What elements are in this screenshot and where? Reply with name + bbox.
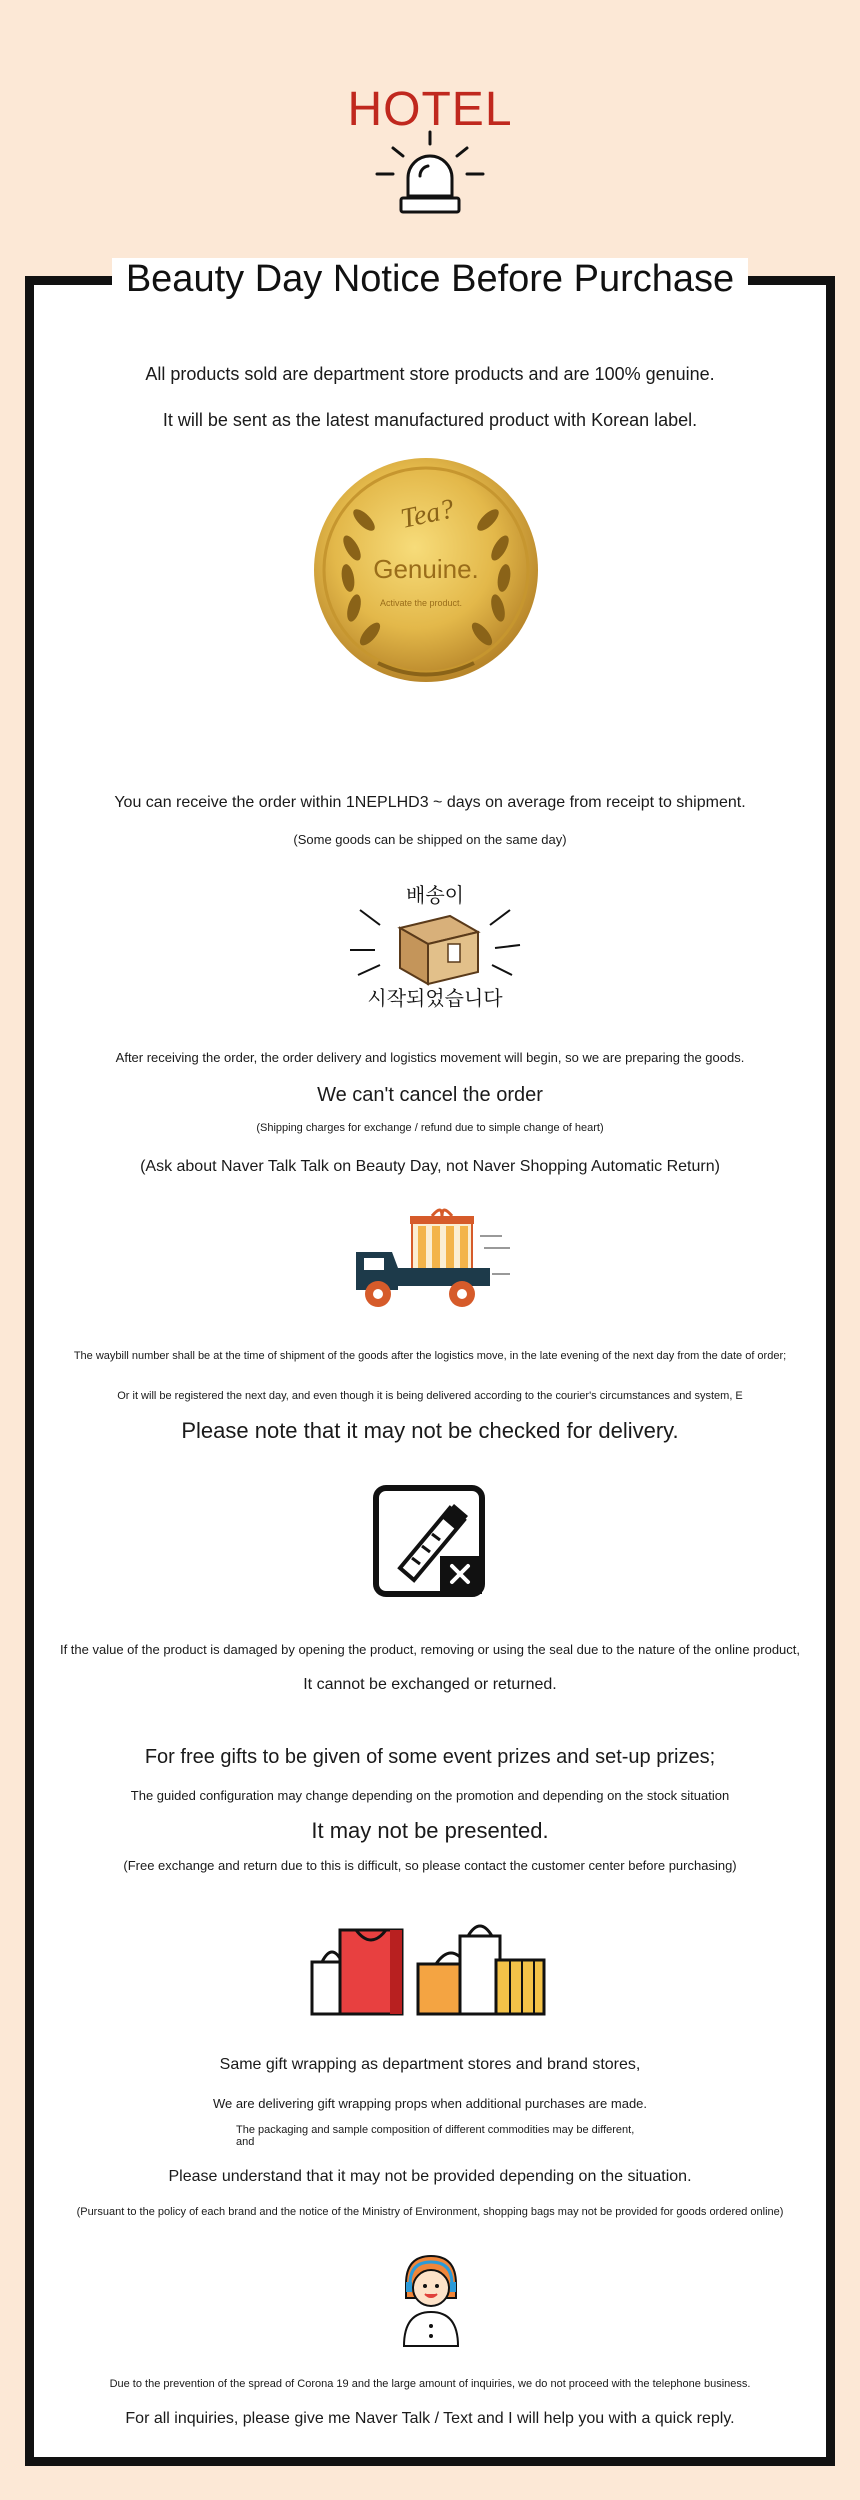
- cancel-line-4: (Ask about Naver Talk Talk on Beauty Day, not Naver Shopping Automatic Return): [140, 1158, 720, 1175]
- wrapping-line-3a: The packaging and sample composition of different commodities may be different,: [236, 2124, 635, 2136]
- wrapping-line-3: [236, 2124, 736, 2148]
- cancel-line-1: After receiving the order, the order delivery and logistics movement will begin, so we are preparing the goods.: [115, 1050, 745, 1065]
- gifts-line-2: The guided configuration may change depending on the promotion and depending on the stock situation: [130, 1788, 730, 1803]
- siren-icon: [365, 130, 495, 220]
- damage-line-2: It cannot be exchanged or returned.: [303, 1676, 557, 1693]
- wrapping-line-4: Please understand that it may not be provided depending on the situation.: [168, 2168, 692, 2185]
- support-line-2: For all inquiries, please give me Naver Talk / Text and I will help you with a quick reply.: [125, 2410, 735, 2427]
- support-line-1: Due to the prevention of the spread of Corona 19 and the large amount of inquiries, we do not proceed with the telephone business.: [109, 2378, 751, 2390]
- genuine-line-1: All products sold are department store products and are 100% genuine.: [145, 364, 715, 384]
- gifts-line-4: (Free exchange and return due to this is difficult, so please contact the customer center before purchasing): [123, 1858, 737, 1873]
- wrapping-line-1: Same gift wrapping as department stores and brand stores,: [219, 2056, 641, 2073]
- wrapping-line-3b: and: [236, 2136, 255, 2148]
- no-cutting-icon: [372, 1484, 486, 1598]
- badge-word: Genuine.: [373, 554, 479, 584]
- customer-service-agent-icon: [396, 2250, 466, 2350]
- shopping-bags-icon: [310, 1920, 550, 2020]
- waybill-line-2: Or it will be registered the next day, and even though it is being delivered according to the courier's circumstances and system, E: [117, 1390, 743, 1402]
- waybill-line-1: The waybill number shall be at the time of shipment of the goods after the logistics move, in the late evening of the next day from the date of order;: [73, 1350, 787, 1362]
- box-text-bottom: 시작되었습니다: [367, 986, 503, 1010]
- shipping-line-1: You can receive the order within 1NEPLHD3 ~ days on average from receipt to shipment.: [114, 794, 746, 811]
- genuine-line-2: It will be sent as the latest manufactured product with Korean label.: [162, 410, 698, 430]
- wrapping-line-5: (Pursuant to the policy of each brand and the notice of the Ministry of Environment, shopping bags may not be provided for goods ordered online): [76, 2206, 784, 2218]
- cancel-line-3: (Shipping charges for exchange / refund due to simple change of heart): [256, 1122, 604, 1134]
- brand-logo-text: HOTEL: [347, 83, 513, 136]
- damage-line-1: If the value of the product is damaged by opening the product, removing or using the seal due to the nature of the online product,: [59, 1642, 801, 1657]
- gifts-line-1: For free gifts to be given of some event prizes and set-up prizes;: [144, 1746, 716, 1768]
- package-box-icon: [340, 880, 530, 1010]
- shipping-line-2: (Some goods can be shipped on the same day): [293, 832, 567, 847]
- badge-question: Tea?: [398, 493, 457, 535]
- page-title: Beauty Day Notice Before Purchase: [0, 258, 860, 301]
- gold-medal-icon: [308, 458, 548, 698]
- cancel-line-2: We can't cancel the order: [317, 1084, 543, 1106]
- waybill-line-3: Please note that it may not be checked for delivery.: [181, 1418, 679, 1443]
- gifts-line-3: It may not be presented.: [311, 1818, 549, 1843]
- badge-small: Activate the product.: [380, 598, 463, 608]
- box-text-top: 배송이: [406, 883, 464, 907]
- delivery-truck-icon: [352, 1208, 512, 1312]
- wrapping-line-2: We are delivering gift wrapping props when additional purchases are made.: [212, 2096, 648, 2111]
